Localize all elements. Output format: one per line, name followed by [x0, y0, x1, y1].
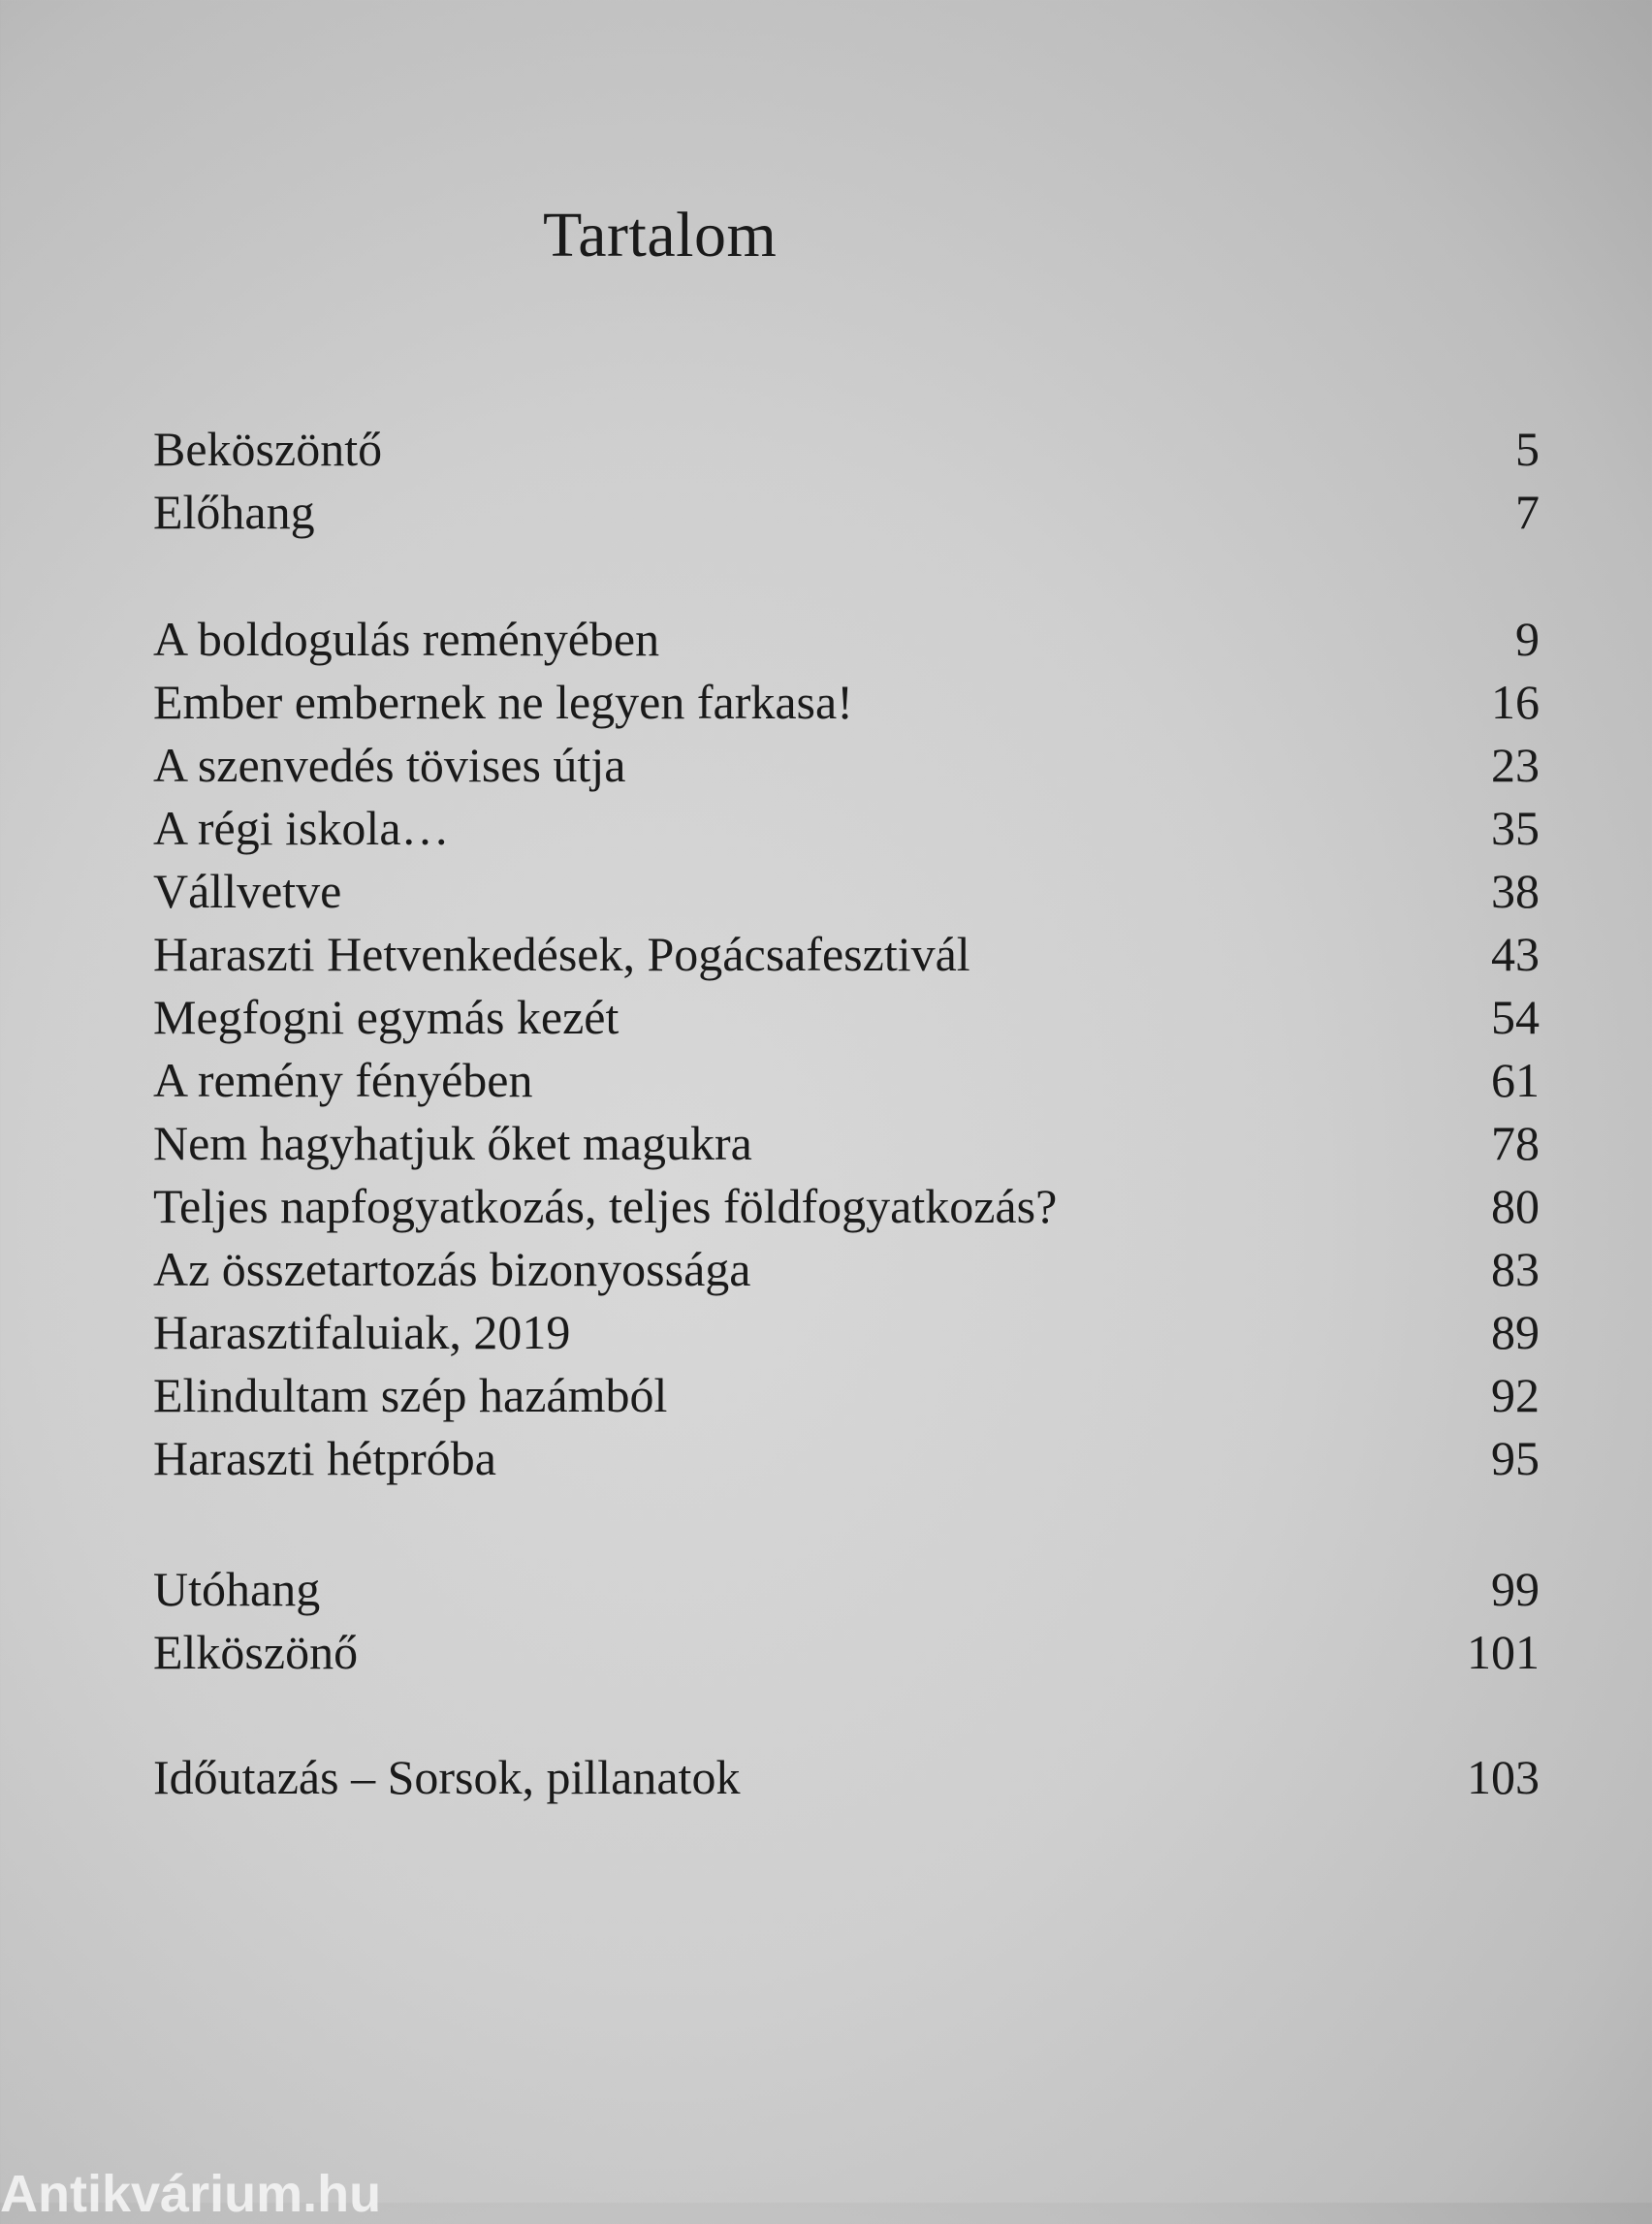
toc-entry [153, 922, 1540, 986]
toc-entry [153, 417, 1540, 481]
toc-entry-title: Teljes napfogyatkozás, teljes földfogyatkozás? [153, 1179, 1058, 1233]
toc-entry-page: 92 [1491, 1368, 1540, 1422]
toc-entry [153, 670, 1540, 734]
watermark-logo: Antikvárium.hu [0, 2165, 382, 2223]
toc-entry [153, 1111, 1540, 1175]
toc-entry [153, 1363, 1540, 1427]
toc-entry-page: 43 [1491, 927, 1540, 981]
toc-entry [153, 1426, 1540, 1490]
toc-entry-page: 89 [1491, 1305, 1540, 1359]
toc-entry-page: 80 [1491, 1179, 1540, 1233]
toc-entry-page: 103 [1467, 1750, 1540, 1804]
toc-entry-title: Nem hagyhatjuk őket magukra [153, 1116, 752, 1170]
toc-entry [153, 1620, 1540, 1684]
toc-entry [153, 796, 1540, 860]
toc-entry-page: 99 [1491, 1562, 1540, 1616]
toc-entry [153, 1300, 1540, 1364]
toc-entry [153, 985, 1540, 1049]
toc-entry [153, 1745, 1540, 1809]
toc-entry-title: Időutazás – Sorsok, pillanatok [153, 1750, 741, 1804]
toc-entry [153, 1048, 1540, 1112]
toc-entry-title: Előhang [153, 485, 315, 539]
toc-entry-page: 101 [1467, 1625, 1540, 1679]
page-title: Tartalom [543, 200, 778, 270]
toc-entry-title: Ember embernek ne legyen farkasa! [153, 675, 853, 729]
toc-entry [153, 859, 1540, 923]
toc-entry-title: Vállvetve [153, 864, 342, 918]
toc-entry-title: Utóhang [153, 1562, 321, 1616]
toc-entry-page: 95 [1491, 1431, 1540, 1485]
toc-entry [153, 480, 1540, 544]
toc-entry-page: 5 [1515, 422, 1540, 476]
toc-entry-title: Haraszti Hetvenkedések, Pogácsafesztivál [153, 927, 970, 981]
toc-entry-title: Megfogni egymás kezét [153, 990, 620, 1044]
toc-entry-title: A régi iskola… [153, 801, 450, 855]
toc-entry-title: Haraszti hétpróba [153, 1431, 497, 1485]
toc-entry-page: 38 [1491, 864, 1540, 918]
toc-entry-title: A boldogulás reményében [153, 612, 660, 666]
toc-entry [153, 607, 1540, 671]
toc-entry [153, 1174, 1540, 1238]
toc-entry [153, 1557, 1540, 1621]
toc-entry-page: 61 [1491, 1053, 1540, 1107]
toc-entry-page: 9 [1515, 612, 1540, 666]
toc-entry-page: 23 [1491, 738, 1540, 792]
toc-entry-title: Az összetartozás bizonyossága [153, 1242, 751, 1296]
toc-entry-title: Harasztifaluiak, 2019 [153, 1305, 571, 1359]
toc-entry-title: Elindultam szép hazámból [153, 1368, 668, 1422]
toc-entry-page: 16 [1491, 675, 1540, 729]
toc-entry-page: 83 [1491, 1242, 1540, 1296]
toc-entry-title: Elköszönő [153, 1625, 359, 1679]
toc-entry-title: Beköszöntő [153, 422, 383, 476]
toc-entry-title: A szenvedés tövises útja [153, 738, 626, 792]
toc-entry [153, 1237, 1540, 1301]
toc-entry-title: A remény fényében [153, 1053, 533, 1107]
toc-entry-page: 54 [1491, 990, 1540, 1044]
toc-entry-page: 78 [1491, 1116, 1540, 1170]
toc-entry [153, 733, 1540, 797]
toc-entry-page: 7 [1515, 485, 1540, 539]
toc-entry-page: 35 [1491, 801, 1540, 855]
